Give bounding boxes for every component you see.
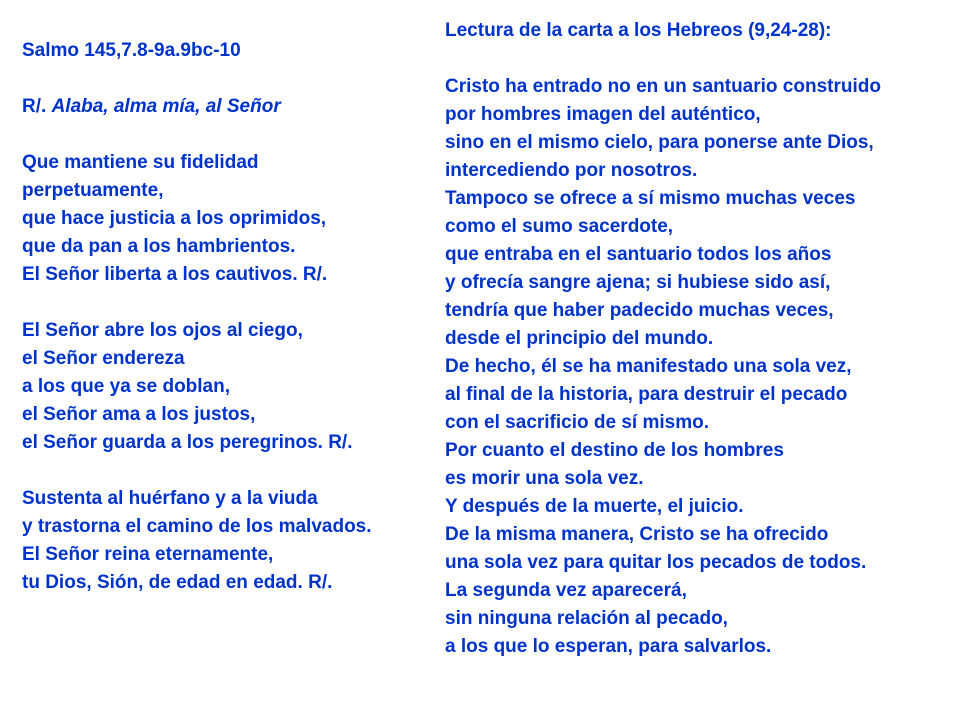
psalm-line: perpetuamente,: [22, 180, 164, 201]
reading-line: Tampoco se ofrece a sí mismo muchas veces: [445, 188, 856, 209]
reading-line: La segunda vez aparecerá,: [445, 580, 687, 601]
reading-line: y ofrecía sangre ajena; si hubiese sido así,: [445, 272, 831, 293]
psalm-line: y trastorna el camino de los malvados.: [22, 516, 372, 537]
response-text: Alaba, alma mía, al Señor: [51, 96, 281, 117]
reading-line: De la misma manera, Cristo se ha ofrecido: [445, 524, 829, 545]
psalm-line: tu Dios, Sión, de edad en edad. R/.: [22, 572, 333, 593]
psalm-line: a los que ya se doblan,: [22, 376, 231, 397]
reading-line: con el sacrificio de sí mismo.: [445, 412, 709, 433]
response-prefix: R/.: [22, 96, 52, 117]
reading-line: una sola vez para quitar los pecados de todos.: [445, 552, 867, 573]
reading-line: Cristo ha entrado no en un santuario construido: [445, 76, 881, 97]
psalm-line: Que mantiene su fidelidad: [22, 152, 259, 173]
psalm-line: el Señor ama a los justos,: [22, 404, 256, 425]
reading-line: desde el principio del mundo.: [445, 328, 714, 349]
reading-line: sin ninguna relación al pecado,: [445, 608, 728, 629]
reading-line: Por cuanto el destino de los hombres: [445, 440, 784, 461]
reading-line: al final de la historia, para destruir el pecado: [445, 384, 848, 405]
reading-line: que entraba en el santuario todos los años: [445, 244, 832, 265]
reading-line: a los que lo esperan, para salvarlos.: [445, 636, 772, 657]
reading-line: De hecho, él se ha manifestado una sola vez,: [445, 356, 852, 377]
reading-line: Y después de la muerte, el juicio.: [445, 496, 744, 517]
psalm-title: Salmo 145,7.8-9a.9bc-10: [22, 40, 241, 61]
psalm-line: que hace justicia a los oprimidos,: [22, 208, 327, 229]
psalm-line: el Señor guarda a los peregrinos. R/.: [22, 432, 353, 453]
reading-line: tendría que haber padecido muchas veces,: [445, 300, 834, 321]
psalm-response: [22, 93, 281, 121]
reading-line: es morir una sola vez.: [445, 468, 644, 489]
reading-line: intercediendo por nosotros.: [445, 160, 698, 181]
reading-line: como el sumo sacerdote,: [445, 216, 674, 237]
psalm-line: el Señor endereza: [22, 348, 185, 369]
psalm-line: que da pan a los hambrientos.: [22, 236, 296, 257]
reading-line: sino en el mismo cielo, para ponerse ante Dios,: [445, 132, 874, 153]
reading-line: por hombres imagen del auténtico,: [445, 104, 761, 125]
reading-title: Lectura de la carta a los Hebreos (9,24-28):: [445, 20, 832, 41]
psalm-line: El Señor liberta a los cautivos. R/.: [22, 264, 328, 285]
psalm-line: Sustenta al huérfano y a la viuda: [22, 488, 318, 509]
psalm-line: El Señor reina eternamente,: [22, 544, 274, 565]
psalm-line: El Señor abre los ojos al ciego,: [22, 320, 303, 341]
